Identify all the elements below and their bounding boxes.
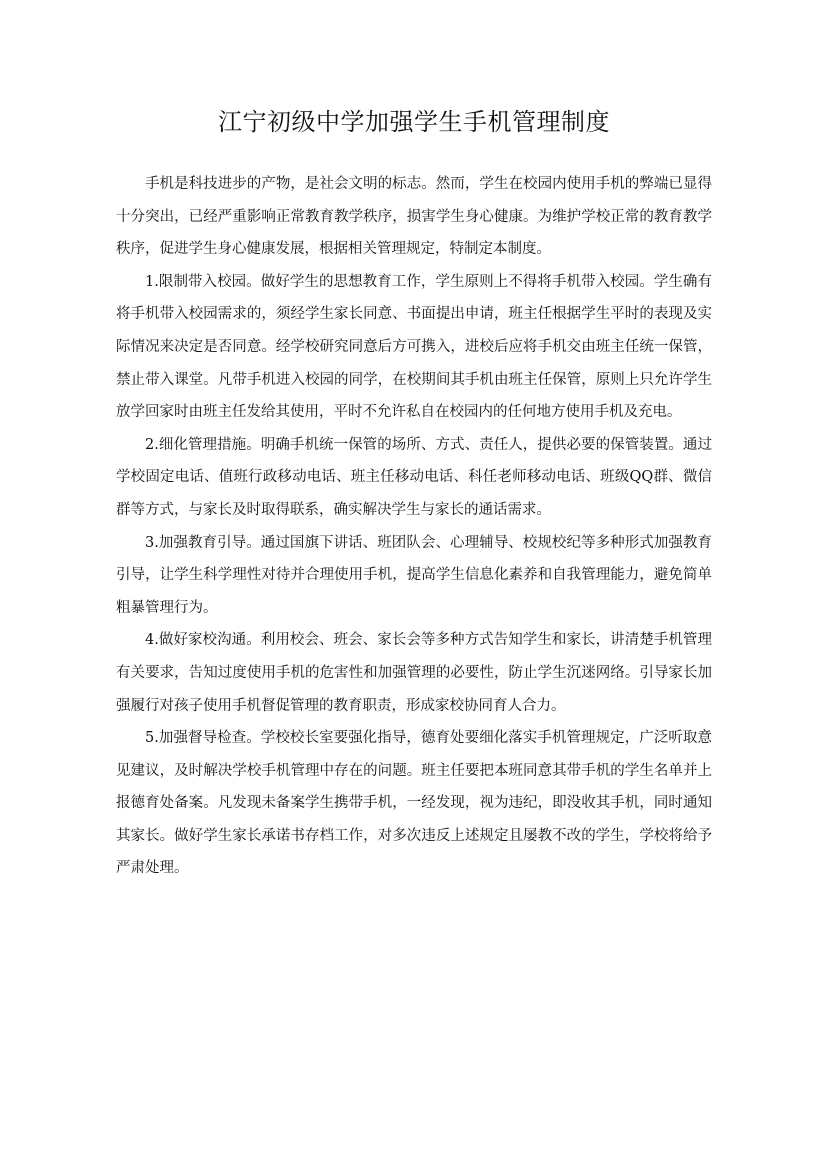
clause-1-paragraph: 1.限制带入校园。做好学生的思想教育工作，学生原则上不得将手机带入校园。学生确有将手机带入校园需求的，须经学生家长同意、书面提出申请，班主任根据学生平时的表现及实际情况来决定是否同意。经学校研究同意后方可携入，进校后应将手机交由班主任统一保管，禁止带入课堂。凡带手机进入校园的同学，在校期间其手机由班主任保管，原则上只允许学生放学回家时由班主任发给其使用，平时不允许私自在校园内的任何地方使用手机及充电。 [116,273,712,421]
intro-paragraph: 手机是科技进步的产物，是社会文明的标志。然而，学生在校园内使用手机的弊端已显得十分突出，已经严重影响正常教育教学秩序，损害学生身心健康。为维护学校正常的教育教学秩序，促进学生身心健康发展，根据相关管理规定，特制定本制度。 [116,176,712,258]
clause-2-paragraph: 2.细化管理措施。明确手机统一保管的场所、方式、责任人，提供必要的保管装置。通过学校固定电话、值班行政移动电话、班主任移动电话、科任老师移动电话、班级QQ群、微信群等方式，与家长及时取得联系，确实解决学生与家长的通话需求。 [116,436,712,518]
clause-4-paragraph: 4.做好家校沟通。利用校会、班会、家长会等多种方式告知学生和家长，讲清楚手机管理有关要求，告知过度使用手机的危害性和加强管理的必要性，防止学生沉迷网络。引导家长加强履行对孩子使用手机督促管理的教育职责，形成家校协同育人合力。 [116,632,712,714]
document-page [116,104,712,885]
document-title: 江宁初级中学加强学生手机管理制度 [218,108,610,136]
clause-3-paragraph: 3.加强教育引导。通过国旗下讲话、班团队会、心理辅导、校规校纪等多种形式加强教育引导，让学生科学理性对待并合理使用手机，提高学生信息化素养和自我管理能力，避免简单粗暴管理行为。 [116,534,712,616]
clause-5-paragraph: 5.加强督导检查。学校校长室要强化指导，德育处要细化落实手机管理规定，广泛听取意见建议，及时解决学校手机管理中存在的问题。班主任要把本班同意其带手机的学生名单并上报德育处备案。凡发现未备案学生携带手机，一经发现，视为违纪，即没收其手机，同时通知其家长。做好学生家长承诺书存档工作，对多次违反上述规定且屡教不改的学生，学校将给予严肃处理。 [116,730,712,877]
